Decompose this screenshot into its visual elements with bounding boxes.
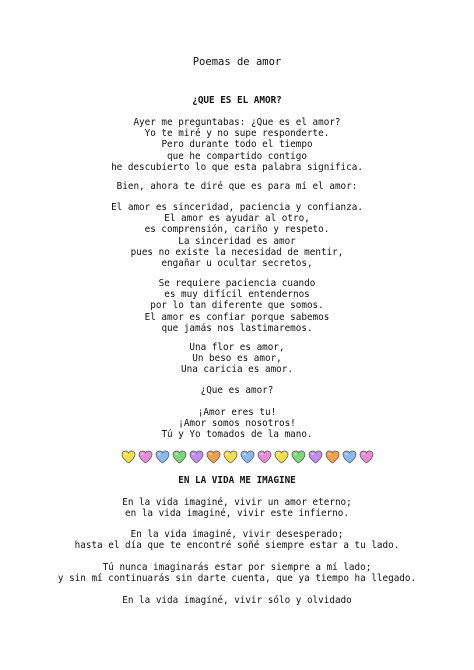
poem-line: Yo te miré y no supe responderte. [144, 128, 330, 140]
poem-line: engañar u ocultar secretos, [161, 258, 313, 270]
poem-line: ¡Amor eres tu! [197, 407, 277, 418]
poem-line: hasta el día que te encontré soñé siempre estar a tu lado. [74, 540, 400, 552]
poem1-stanza5 [0, 342, 474, 376]
poem-line: es muy difícil entendernos [164, 289, 310, 301]
poem-line: El amor es sinceridad, paciencia y confianza. [111, 202, 363, 213]
heart-icon [121, 450, 136, 464]
poem-line: en la vida imaginé, vivir este infierno. [125, 508, 349, 520]
poem-line: que he compartido contigo [167, 150, 307, 162]
poem-line: Una caricia es amor. [181, 364, 293, 376]
poem1-stanza3 [0, 202, 474, 269]
poem-line: Se requiere paciencia cuando [158, 278, 316, 289]
poem-line: Tú nunca imaginarás estar por siempre a mí lado; [102, 562, 372, 573]
poem-line: por lo tan diferente que somos. [150, 300, 324, 312]
heart-icon [291, 450, 306, 464]
poem-line: que jamás nos lastimaremos. [161, 322, 313, 334]
heart-icon [240, 450, 255, 464]
poem1-stanza1 [0, 117, 474, 173]
heart-icon [308, 450, 323, 464]
poem-line: En la vida imaginé, vivir un amor eterno; [122, 497, 352, 508]
poem1-stanza7 [0, 407, 474, 441]
poem-line: Bien, ahora te diré que es para mí el amor: [116, 181, 358, 192]
poem-line: y sin mí continuarás sin darte cuenta, que ya tiempo ha llegado. [57, 573, 417, 585]
hearts-divider [121, 450, 374, 466]
poem-line: Un beso es amor, [192, 353, 282, 365]
heart-icon [155, 450, 170, 464]
poem1-stanza2 [0, 181, 474, 192]
poem-line: Pero durante todo el tiempo [161, 139, 313, 151]
heart-icon [274, 450, 289, 464]
heart-icon [189, 450, 204, 464]
poem-line: es comprensión, cariño y respeto. [144, 224, 330, 236]
poem-line: Tú y Yo tomados de la mano. [161, 429, 313, 441]
poem2-stanza1 [0, 497, 474, 519]
poem-line: El amor es confiar porque sabemos [144, 311, 330, 323]
heart-icon [325, 450, 340, 464]
heart-icon [223, 450, 238, 464]
poem1-stanza4 [0, 278, 474, 334]
poem-line: En la vida imaginé, vivir desesperado; [130, 529, 344, 540]
poem-line: El amor es ayudar al otro, [164, 213, 310, 225]
poem-line: ¿Que es amor? [200, 385, 274, 396]
poem2-stanza2 [0, 529, 474, 551]
heart-icon [206, 450, 221, 464]
poem-line: La sinceridad es amor [178, 235, 296, 247]
heart-icon [138, 450, 153, 464]
heart-icon [342, 450, 357, 464]
document-title: Poemas de amor [192, 56, 282, 68]
poem2-stanza3 [0, 562, 474, 584]
heart-icon [172, 450, 187, 464]
poem2-title: EN LA VIDA ME IMAGINE [178, 475, 296, 486]
poem-line: pues no existe la necesidad de mentir, [130, 246, 344, 258]
heart-icon [359, 450, 374, 464]
poem-line: En la vida imaginé, vivir sólo y olvidado [122, 595, 352, 606]
poem1-stanza6 [0, 385, 474, 396]
poem2-stanza4 [0, 595, 474, 606]
poem-line: ¡Amor somos nosotros! [178, 418, 296, 430]
poem1-title: ¿QUE ES EL AMOR? [192, 95, 282, 106]
poem-line: he descubierto lo que esta palabra significa. [111, 161, 363, 173]
poem-line: Una flor es amor, [189, 342, 285, 353]
poem-line: Ayer me preguntabas: ¿Que es el amor? [133, 117, 341, 128]
heart-icon [257, 450, 272, 464]
